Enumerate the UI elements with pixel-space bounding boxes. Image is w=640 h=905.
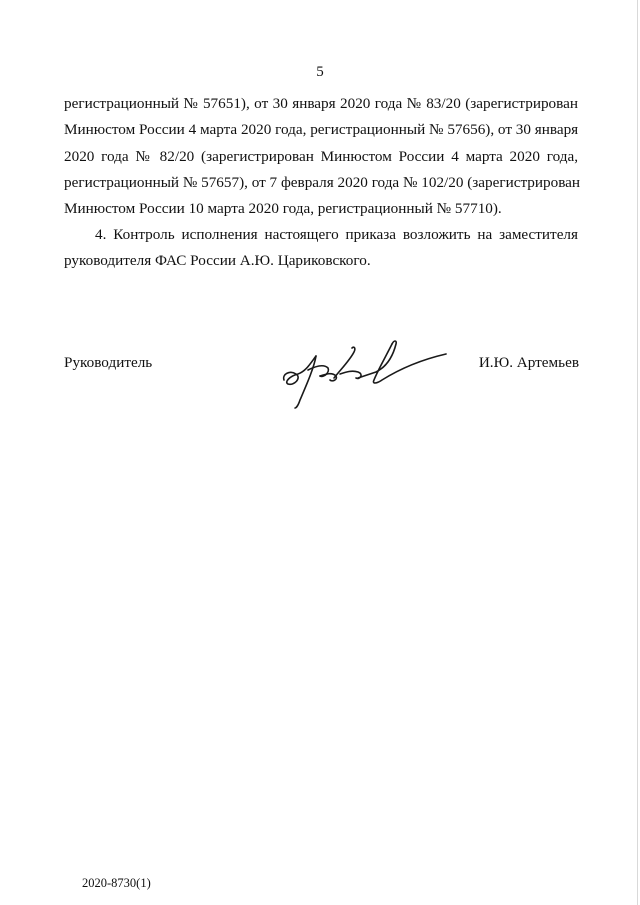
paragraph-item-4 <box>64 222 578 275</box>
paragraph-line: регистрационный № 57651), от 30 января 2020 года № 83/20 (зарегистрирован <box>64 95 578 112</box>
paragraph-line: Минюстом России 10 марта 2020 года, регистрационный № 57710). <box>64 200 502 218</box>
paragraph-line: 2020 года № 82/20 (зарегистрирован Минюстом России 4 марта 2020 года, <box>64 147 578 165</box>
page-number: 5 <box>316 64 324 80</box>
signer-title: Руководитель <box>64 354 153 371</box>
page-edge-line <box>637 0 638 905</box>
document-code: 2020-8730(1) <box>82 876 151 890</box>
paragraph-line: регистрационный № 57657), от 7 февраля 2020 года № 102/20 (зарегистрирован <box>64 173 581 191</box>
paragraph-registrations <box>64 91 581 222</box>
signer-name: И.Ю. Артемьев <box>478 354 579 371</box>
paragraph-line: руководителя ФАС России А.Ю. Цариковского. <box>64 252 371 270</box>
paragraph-line: Минюстом России 4 марта 2020 года, регистрационный № 57656), от 30 января <box>64 121 579 139</box>
paragraph-line: 4. Контроль исполнения настоящего приказа возложить на заместителя <box>95 226 578 243</box>
handwritten-signature <box>280 334 450 410</box>
